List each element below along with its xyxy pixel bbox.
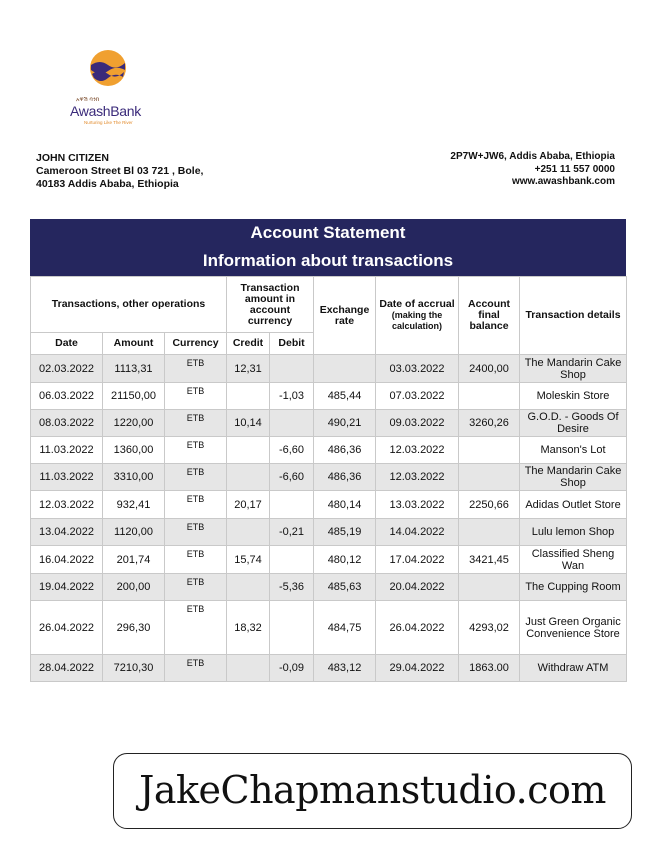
cell-date: 08.03.2022: [31, 410, 103, 437]
cell-accrual: 20.04.2022: [376, 574, 459, 601]
cell-accrual: 03.03.2022: [376, 355, 459, 383]
table-row: [31, 546, 627, 574]
header-accrual-date: [376, 277, 459, 355]
header-debit: Debit: [270, 333, 314, 355]
statement-header: [30, 219, 626, 276]
cell-credit: [227, 519, 270, 546]
cell-rate: 484,75: [314, 601, 376, 655]
bank-phone: +251 11 557 0000: [534, 163, 615, 175]
header-final-balance: Account final balance: [459, 277, 520, 355]
cell-debit: [270, 410, 314, 437]
table-row: [31, 437, 627, 464]
cell-credit: 12,31: [227, 355, 270, 383]
cell-amount: 200,00: [103, 574, 165, 601]
cell-debit: -0,09: [270, 655, 314, 682]
cell-debit: [270, 546, 314, 574]
cell-amount: 201,74: [103, 546, 165, 574]
header-exchange-rate: Exchange rate: [314, 277, 376, 355]
cell-rate: 480,12: [314, 546, 376, 574]
cell-balance: 3260,26: [459, 410, 520, 437]
cell-balance: [459, 383, 520, 410]
cell-details: Lulu lemon Shop: [520, 519, 627, 546]
header-details: Transaction details: [520, 277, 627, 355]
cell-details: Manson's Lot: [520, 437, 627, 464]
cell-accrual: 13.03.2022: [376, 491, 459, 519]
cell-accrual: 14.04.2022: [376, 519, 459, 546]
bank-name-local: አዋሽ ባንክ: [76, 97, 100, 103]
cell-accrual: 26.04.2022: [376, 601, 459, 655]
cell-credit: [227, 464, 270, 491]
transactions-body: [31, 355, 627, 682]
bank-name: AwashBank: [70, 103, 141, 119]
cell-currency: ETB: [165, 383, 227, 410]
bank-tagline: Nurturing Like The River: [84, 120, 133, 125]
cell-currency: ETB: [165, 410, 227, 437]
header-amount: Amount: [103, 333, 165, 355]
cell-credit: [227, 383, 270, 410]
cell-balance: 2400,00: [459, 355, 520, 383]
table-row: [31, 464, 627, 491]
cell-details: Adidas Outlet Store: [520, 491, 627, 519]
cell-credit: 10,14: [227, 410, 270, 437]
cell-amount: 1220,00: [103, 410, 165, 437]
cell-date: 26.04.2022: [31, 601, 103, 655]
cell-accrual: 29.04.2022: [376, 655, 459, 682]
statement-title: Account Statement: [250, 223, 406, 242]
cell-rate: [314, 355, 376, 383]
cell-currency: ETB: [165, 464, 227, 491]
cell-details: G.O.D. - Goods Of Desire: [520, 410, 627, 437]
cell-accrual: 09.03.2022: [376, 410, 459, 437]
cell-rate: 486,36: [314, 464, 376, 491]
cell-details: Classified Sheng Wan: [520, 546, 627, 574]
cell-accrual: 17.04.2022: [376, 546, 459, 574]
cell-balance: [459, 574, 520, 601]
header-amount-group: Transaction amount in account currency: [227, 277, 314, 333]
client-name: JOHN CITIZEN: [36, 152, 109, 164]
cell-debit: -6,60: [270, 437, 314, 464]
cell-details: Moleskin Store: [520, 383, 627, 410]
bank-logo: [70, 48, 160, 128]
cell-currency: ETB: [165, 546, 227, 574]
cell-amount: 3310,00: [103, 464, 165, 491]
cell-credit: 18,32: [227, 601, 270, 655]
cell-balance: 4293,02: [459, 601, 520, 655]
cell-details: Withdraw ATM: [520, 655, 627, 682]
cell-credit: [227, 574, 270, 601]
cell-credit: [227, 437, 270, 464]
cell-rate: 485,44: [314, 383, 376, 410]
cell-date: 12.03.2022: [31, 491, 103, 519]
cell-accrual: 12.03.2022: [376, 464, 459, 491]
cell-rate: 486,36: [314, 437, 376, 464]
cell-accrual: 12.03.2022: [376, 437, 459, 464]
cell-rate: 485,63: [314, 574, 376, 601]
cell-currency: ETB: [165, 355, 227, 383]
cell-debit: -5,36: [270, 574, 314, 601]
table-row: [31, 355, 627, 383]
cell-amount: 1120,00: [103, 519, 165, 546]
cell-date: 06.03.2022: [31, 383, 103, 410]
cell-rate: 485,19: [314, 519, 376, 546]
client-address-line1: Cameroon Street Bl 03 721 , Bole,: [36, 165, 204, 177]
cell-date: 16.04.2022: [31, 546, 103, 574]
cell-rate: 480,14: [314, 491, 376, 519]
cell-currency: ETB: [165, 491, 227, 519]
cell-date: 11.03.2022: [31, 437, 103, 464]
cell-rate: 490,21: [314, 410, 376, 437]
cell-currency: ETB: [165, 655, 227, 682]
client-block: [36, 152, 203, 191]
cell-balance: [459, 437, 520, 464]
transactions-table: [30, 276, 627, 682]
cell-amount: 296,30: [103, 601, 165, 655]
account-statement: [30, 219, 626, 682]
header-date: Date: [31, 333, 103, 355]
cell-amount: 1113,31: [103, 355, 165, 383]
header-transactions-group: Transactions, other operations: [31, 277, 227, 333]
cell-amount: 1360,00: [103, 437, 165, 464]
cell-currency: ETB: [165, 574, 227, 601]
cell-debit: [270, 601, 314, 655]
cell-date: 28.04.2022: [31, 655, 103, 682]
cell-balance: 2250,66: [459, 491, 520, 519]
cell-debit: -1,03: [270, 383, 314, 410]
watermark-text: JakeChapmanstudio.com: [139, 768, 606, 812]
cell-debit: [270, 355, 314, 383]
header-currency: Currency: [165, 333, 227, 355]
table-row: [31, 410, 627, 437]
cell-details: Just Green Organic Convenience Store: [520, 601, 627, 655]
header-accrual-note: (making the calculation): [391, 310, 443, 331]
cell-balance: [459, 519, 520, 546]
cell-debit: -0,21: [270, 519, 314, 546]
cell-details: The Mandarin Cake Shop: [520, 355, 627, 383]
cell-date: 19.04.2022: [31, 574, 103, 601]
cell-currency: ETB: [165, 437, 227, 464]
cell-balance: [459, 464, 520, 491]
client-address-line2: 40183 Addis Ababa, Ethiopia: [36, 178, 179, 190]
cell-balance: 3421,45: [459, 546, 520, 574]
bank-website: www.awashbank.com: [512, 176, 615, 187]
cell-details: The Cupping Room: [520, 574, 627, 601]
table-row: [31, 655, 627, 682]
watermark-box: [113, 753, 632, 829]
table-row: [31, 601, 627, 655]
table-row: [31, 383, 627, 410]
logo-icon: [88, 48, 128, 88]
cell-date: 02.03.2022: [31, 355, 103, 383]
cell-credit: [227, 655, 270, 682]
table-row: [31, 491, 627, 519]
cell-amount: 932,41: [103, 491, 165, 519]
table-row: [31, 574, 627, 601]
header-credit: Credit: [227, 333, 270, 355]
cell-balance: 1863.00: [459, 655, 520, 682]
cell-currency: ETB: [165, 519, 227, 546]
cell-date: 11.03.2022: [31, 464, 103, 491]
cell-details: The Mandarin Cake Shop: [520, 464, 627, 491]
bank-contact-block: [450, 151, 615, 189]
table-row: [31, 519, 627, 546]
cell-amount: 21150,00: [103, 383, 165, 410]
header-accrual-date-label: Date of accrual: [379, 298, 455, 310]
cell-date: 13.04.2022: [31, 519, 103, 546]
cell-rate: 483,12: [314, 655, 376, 682]
cell-debit: [270, 491, 314, 519]
cell-debit: -6,60: [270, 464, 314, 491]
cell-amount: 7210,30: [103, 655, 165, 682]
cell-accrual: 07.03.2022: [376, 383, 459, 410]
cell-credit: 20,17: [227, 491, 270, 519]
bank-address: 2P7W+JW6, Addis Ababa, Ethiopia: [450, 151, 615, 162]
cell-currency: ETB: [165, 601, 227, 655]
statement-subtitle: Information about transactions: [202, 251, 454, 270]
cell-credit: 15,74: [227, 546, 270, 574]
